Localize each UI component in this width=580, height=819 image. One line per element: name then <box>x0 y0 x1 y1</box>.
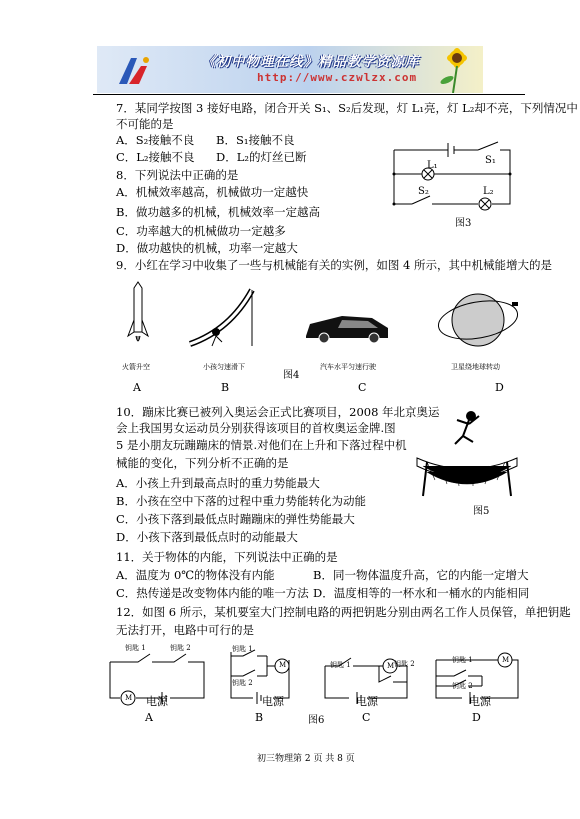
q10-stem-line1: 10．蹦床比赛已被列入奥运会正式比赛项目，2008 年北京奥运 <box>116 405 440 419</box>
header-banner <box>97 46 483 93</box>
q8-option-b: B．做功越多的机械，机械效率一定越高 <box>116 205 320 219</box>
figure-3-circuit <box>388 138 516 228</box>
fig3-label-s1: S₁ <box>485 155 496 166</box>
q10-option-d: D．小孩下落到最低点时的动能最大 <box>116 530 298 544</box>
circuit-c-label: C <box>362 711 371 724</box>
q11-stem: 11．关于物体的内能，下列说法中正确的是 <box>116 550 338 564</box>
circuit-a-key2: 钥匙 2 <box>170 644 191 652</box>
q9-caption-c: 汽车水平匀速行驶 <box>320 363 376 371</box>
q9-stem: 9．小红在学习中收集了一些与机械能有关的实例，如图 4 所示，其中机械能增大的是 <box>116 258 552 272</box>
fig3-label-l2: L₂ <box>483 186 494 197</box>
q10-stem-line3: 5 是小朋友玩蹦蹦床的情景.对他们在上升和下落过程中机 <box>116 438 407 452</box>
circuit-b-key1: 钥匙 1 <box>232 645 253 653</box>
q11-option-c: C．热传递是改变物体内能的唯一方法 <box>116 586 309 600</box>
circuit-b-power: 电源 <box>262 695 284 708</box>
q10-option-b: B．小孩在空中下落的过程中重力势能转化为动能 <box>116 494 366 508</box>
circuit-c-key2: 钥匙 2 <box>394 660 415 668</box>
fig6-caption: 图6 <box>308 715 325 726</box>
q10-option-a: A．小孩上升到最高点时的重力势能最大 <box>116 476 320 490</box>
circuit-d-key1: 钥匙 1 <box>452 656 473 664</box>
header-url: http://www.czwlzx.com <box>257 71 418 84</box>
circuit-a-power: 电源 <box>146 695 168 708</box>
q9-option-b: B <box>221 381 230 394</box>
circuit-a-motor: M <box>125 694 133 702</box>
fig4-caption: 图4 <box>283 370 300 381</box>
q8-option-c: C．功率越大的机械做功一定越多 <box>116 224 286 238</box>
q11-option-a: A．温度为 0℃的物体没有内能 <box>116 568 275 582</box>
q9-option-a: A <box>133 381 141 394</box>
circuit-b-label: B <box>255 711 264 724</box>
circuit-d-label: D <box>472 711 481 724</box>
circuit-d-power: 电源 <box>469 695 491 708</box>
q7-option-a: A．S₂接触不良 <box>116 133 195 147</box>
q9-caption-b: 小孩匀速滑下 <box>203 363 245 371</box>
header-rule <box>93 94 525 95</box>
circuit-c-motor: M <box>387 662 395 670</box>
q9-caption-a: 火箭升空 <box>122 363 150 371</box>
circuit-a-key1: 钥匙 1 <box>125 644 146 652</box>
q9-option-d: D <box>495 381 504 394</box>
sunflower-icon <box>427 46 483 93</box>
logo-icon <box>115 52 153 88</box>
q11-option-d: D．温度相等的一杯水和一桶水的内能相同 <box>313 586 530 600</box>
fig5-caption: 图5 <box>473 506 490 517</box>
q8-stem: 8．下列说法中正确的是 <box>116 168 239 182</box>
q8-option-d: D．做功越快的机械，功率一定越大 <box>116 241 298 255</box>
q10-option-c: C．小孩下落到最低点时蹦蹦床的弹性势能最大 <box>116 512 355 526</box>
q7-stem-line2: 不可能的是 <box>116 117 174 131</box>
circuit-d-motor: M <box>502 656 510 664</box>
circuit-b-motor: M <box>279 661 287 669</box>
circuit-c-power: 电源 <box>356 695 378 708</box>
q10-stem-line2: 会上我国男女运动员分别获得该项目的首枚奥运金牌.图 <box>116 421 396 435</box>
q8-option-a: A．机械效率越高，机械做功一定越快 <box>116 185 309 199</box>
circuit-c-key1: 钥匙 1 <box>330 661 351 669</box>
fig3-label-l1: L₁ <box>427 160 438 171</box>
q10-stem-line4: 械能的变化，下列分析不正确的是 <box>116 456 289 470</box>
page-footer: 初三物理第 2 页 共 8 页 <box>257 754 355 764</box>
fig3-caption: 图3 <box>455 218 472 229</box>
figure-4-illustrations <box>120 280 520 360</box>
q7-option-b: B．S₁接触不良 <box>216 133 295 147</box>
circuit-b-key2: 钥匙 2 <box>232 679 253 687</box>
q12-stem-line1: 12．如图 6 所示，某机要室大门控制电路的两把钥匙分别由两名工作人员保管，单把钥匙 <box>116 605 571 619</box>
figure-5-trampoline <box>413 402 523 502</box>
circuit-d-key2: 钥匙 2 <box>452 682 473 690</box>
q7-option-d: D．L₂的灯丝已断 <box>216 150 307 164</box>
circuit-a-label: A <box>145 711 153 724</box>
q9-option-c: C <box>358 381 367 394</box>
fig3-label-s2: S₂ <box>418 186 429 197</box>
header-title: 《初中物理在线》精品教学资源库 <box>202 54 420 70</box>
q9-caption-d: 卫星绕地球转动 <box>451 363 500 371</box>
q12-stem-line2: 无法打开，电路中可行的是 <box>116 623 254 637</box>
q7-option-c: C．L₂接触不良 <box>116 150 195 164</box>
q11-option-b: B．同一物体温度升高，它的内能一定增大 <box>313 568 529 582</box>
q7-stem-line1: 7．某同学按图 3 接好电路，闭合开关 S₁、S₂后发现，灯 L₁亮，灯 L₂却不亮，下列情况中 <box>116 101 578 115</box>
